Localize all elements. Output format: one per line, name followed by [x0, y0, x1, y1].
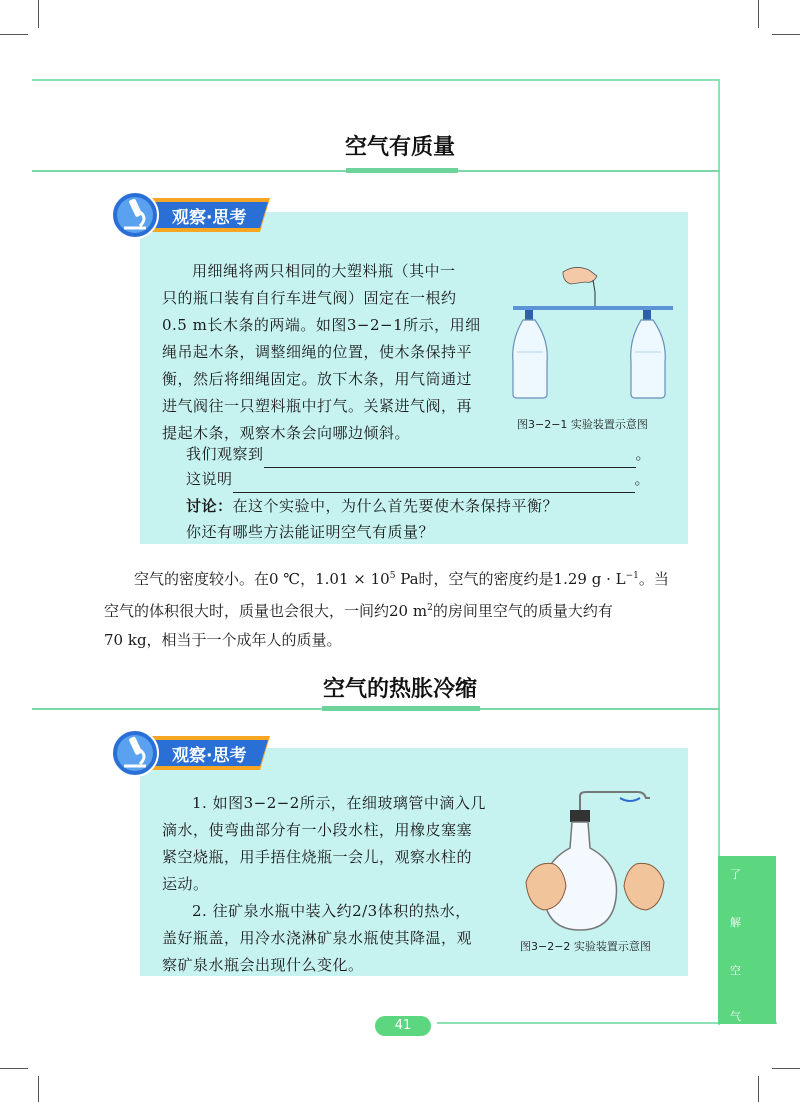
text-line: 盖好瓶盖，用冷水浇淋矿泉水瓶使其降温，观 — [162, 929, 473, 947]
page-number: 41 — [375, 1016, 431, 1036]
figure-caption: 图3−2−1 实验装置示意图 — [517, 418, 648, 431]
answer-blank[interactable] — [233, 476, 635, 493]
blank-suffix: 。 — [634, 470, 651, 488]
text-line: 进气阀往一只塑料瓶中打气。关紧进气阀，再 — [162, 397, 473, 415]
crop-mark — [0, 34, 28, 35]
text-line — [104, 594, 694, 626]
experiment-description — [162, 258, 507, 447]
text-line: 提起木条，观察木条会向哪边倾斜。 — [162, 424, 411, 442]
crop-mark — [772, 1068, 800, 1069]
superscript: 5 — [389, 571, 396, 581]
text-line: 衡，然后将细绳固定。放下木条，用气筒通过 — [162, 370, 473, 388]
discussion-text: 在这个实验中，为什么首先要使木条保持平衡？ — [232, 497, 559, 515]
observation-line — [186, 441, 666, 468]
hand-icon — [563, 267, 597, 292]
observe-think-tag — [110, 728, 280, 778]
text-line: 运动。 — [162, 875, 209, 893]
observe-think-tag — [110, 190, 280, 240]
crop-mark — [38, 0, 39, 28]
text-line: 70 kg，相当于一个成年人的质量。 — [104, 631, 342, 649]
text-line: 2. 往矿泉水瓶中装入约2/3体积的热水， — [192, 902, 471, 920]
text-run: 。当 — [638, 570, 669, 588]
text-run: 空气的密度较小。在0 ℃，1.01 × 10 — [134, 570, 390, 588]
text-line — [104, 562, 694, 594]
tag-label: 观察·思考 — [172, 746, 247, 766]
text-run: Pa时，空气的密度约是1.29 g · L — [395, 570, 626, 588]
title-underline — [322, 706, 480, 711]
text-line: 绳吊起木条，调整细绳的位置，使木条保持平 — [162, 343, 473, 361]
superscript: −1 — [625, 571, 639, 581]
section-title: 空气的热胀冷缩 — [322, 677, 477, 702]
explain-prefix: 这说明 — [186, 470, 233, 488]
discussion-label: 讨论： — [186, 497, 233, 515]
side-tab-char: 空 — [730, 964, 741, 977]
text-run: 的房间里空气的质量大约有 — [432, 602, 613, 620]
figure-flask-hands — [520, 790, 670, 935]
discussion-line-2: 你还有哪些方法能证明空气有质量？ — [186, 523, 435, 541]
page-frame-top — [32, 79, 720, 81]
crop-mark — [38, 1076, 39, 1102]
text-line: 只的瓶口装有自行车进气阀）固定在一根约 — [162, 289, 457, 307]
microscope-icon — [110, 728, 160, 782]
bottle-icon — [513, 310, 548, 398]
title-underline — [346, 168, 458, 173]
flask-icon — [544, 792, 650, 930]
microscope-icon — [110, 190, 160, 244]
crop-mark — [0, 1068, 28, 1069]
tag-label: 观察·思考 — [172, 208, 247, 228]
text-run: 空气的体积很大时，质量也会很大，一间约20 m — [104, 602, 428, 620]
crop-mark — [772, 34, 800, 35]
text-line: 0.5 m长木条的两端。如图3−2−1所示，用细 — [162, 316, 481, 334]
section-title: 空气有质量 — [344, 135, 455, 160]
figure-balance-bottles — [505, 262, 680, 412]
side-tab-char: 解 — [730, 916, 741, 929]
blank-suffix: 。 — [635, 445, 652, 463]
text-line: 1. 如图3−2−2所示，在细玻璃管中滴入几 — [192, 794, 486, 812]
figure-caption: 图3−2−2 实验装置示意图 — [520, 940, 651, 953]
side-tab-char: 了 — [730, 868, 741, 881]
observe-prefix: 我们观察到 — [186, 445, 264, 463]
density-paragraph — [104, 562, 694, 655]
text-line: 紧空烧瓶，用手捂住烧瓶一会儿，观察水柱的 — [162, 848, 473, 866]
text-line: 用细绳将两只相同的大塑料瓶（其中一 — [192, 262, 456, 280]
chapter-side-tab — [718, 856, 776, 1024]
superscript: 2 — [427, 603, 433, 613]
crop-mark — [758, 0, 759, 28]
discussion-line — [186, 493, 666, 520]
bottle-icon — [631, 310, 666, 398]
text-line: 察矿泉水瓶会出现什么变化。 — [162, 956, 364, 974]
crop-mark — [758, 1076, 759, 1102]
text-line: 滴水，使弯曲部分有一小段水柱，用橡皮塞塞 — [162, 821, 473, 839]
experiment-description — [162, 790, 512, 979]
side-tab-char: 气 — [730, 1010, 741, 1023]
explanation-line — [186, 466, 666, 493]
